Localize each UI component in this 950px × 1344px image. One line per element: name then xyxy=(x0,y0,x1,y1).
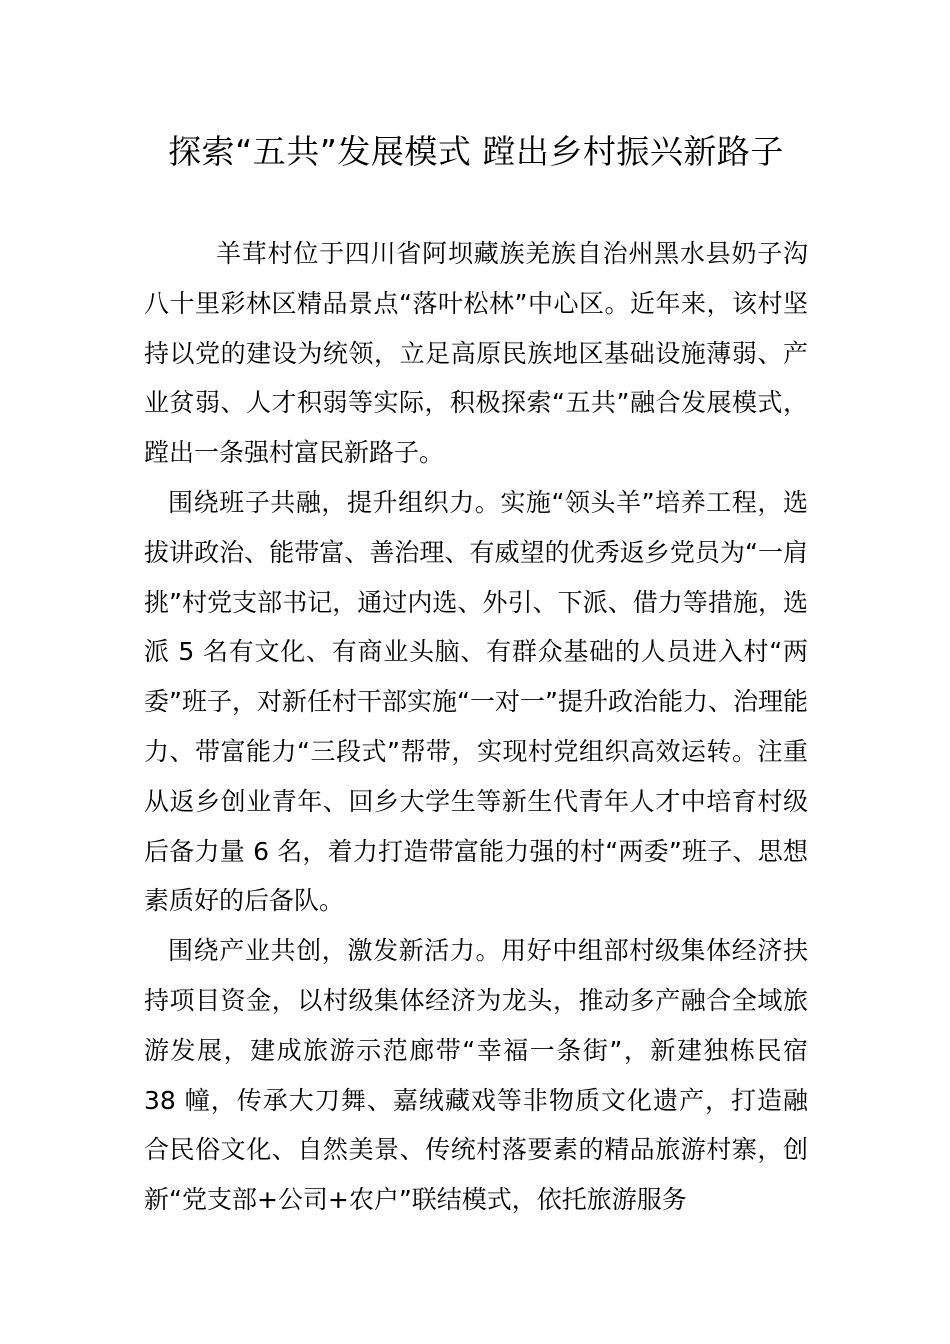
paragraph-team-integration: 围绕班子共融，提升组织力。实施“领头羊”培养工程，选拔讲政治、能带富、善治理、有威望的优秀返乡党员为“一肩挑”村党支部书记，通过内选、外引、下派、借力等措施，选派 5 名有文化、有商业头脑、有群众基础的人员进入村“两委”班子，对新任村干部实施“一对一”提升政治能力、治理能力、带富能力“三段式”帮带，实现村党组织高效运转。注重从返乡创业青年、回乡大学生等新生代青年人才中培育村级后备力量 6 名，着力打造带富能力强的村“两委”班子、思想素质好的后备队。 xyxy=(144,487,808,916)
document-title: 探索“五共”发展模式 蹚出乡村振兴新路子 xyxy=(168,132,784,171)
paragraph-industry-co-creation: 围绕产业共创，激发新活力。用好中组部村级集体经济扶持项目资金，以村级集体经济为龙头，推动多产融合全域旅游发展，建成旅游示范廊带“幸福一条街”，新建独栋民宿 38 幢，传承大刀舞、嘉绒藏戏等非物质文化遗产，打造融合民俗文化、自然美景、传统村落要素的精品旅游村寨，创新“党支部+公司+农户”联结模式，依托旅游服务 xyxy=(144,936,808,1215)
paragraph-intro: 羊茸村位于四川省阿坝藏族羌族自治州黑水县奶子沟八十里彩林区精品景点“落叶松林”中心区。近年来，该村坚持以党的建设为统领，立足高原民族地区基础设施薄弱、产业贫弱、人才积弱等实际，积极探索“五共”融合发展模式，蹚出一条强村富民新路子。 xyxy=(144,239,808,468)
document-body xyxy=(144,229,808,1225)
